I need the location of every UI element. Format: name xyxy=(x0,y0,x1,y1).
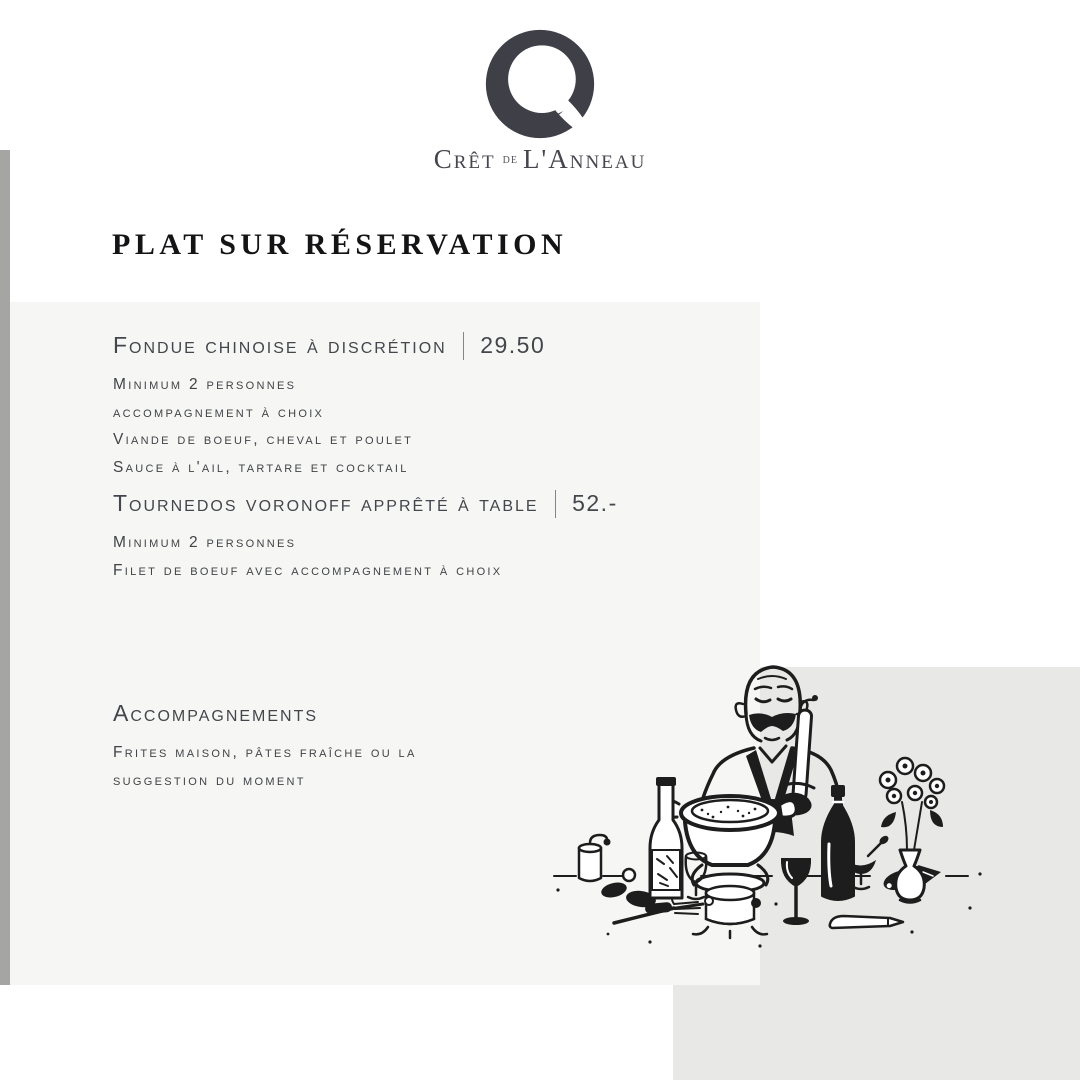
detail-line: Viande de boeuf, cheval et poulet xyxy=(113,431,414,448)
brand-name-mid: de xyxy=(502,152,518,168)
item-details xyxy=(113,371,545,481)
detail-line: Minimum 2 personnes xyxy=(113,534,297,551)
page-title: PLAT SUR RÉSERVATION xyxy=(112,228,568,261)
item-details xyxy=(113,529,618,584)
menu-item-title xyxy=(113,488,618,518)
detail-line: Filet de boeuf avec accompagnement à choix xyxy=(113,561,503,579)
detail-line: Sauce à l'ail, tartare et cocktail xyxy=(113,458,409,476)
brand-name-last: L'Anneau xyxy=(522,144,647,174)
section-title: Accompagnements xyxy=(113,700,319,726)
item-name: Fondue chinoise à discrétion xyxy=(113,332,447,358)
side-strip-decoration xyxy=(0,150,10,985)
item-price: 29.50 xyxy=(480,332,546,358)
item-price: 52.- xyxy=(572,490,618,516)
menu-section-accompagnements xyxy=(113,698,417,794)
price-divider xyxy=(463,332,465,360)
brand-header xyxy=(0,26,1080,175)
menu-item-title xyxy=(113,330,545,360)
item-name: Tournedos voronoff apprêté à table xyxy=(113,490,539,516)
ring-logo-icon xyxy=(481,26,599,142)
menu-item-tournedos xyxy=(113,488,618,584)
detail-line: accompagnement à choix xyxy=(113,403,325,421)
price-divider xyxy=(555,490,557,518)
section-details xyxy=(113,739,417,794)
brand-name xyxy=(0,144,1080,175)
brand-name-first: Crêt xyxy=(433,144,496,174)
detail-line: Frites maison, pâtes fraîche ou la xyxy=(113,744,417,761)
detail-line: suggestion du moment xyxy=(113,771,306,789)
chef-fondue-table-illustration xyxy=(550,652,990,952)
detail-line: Minimum 2 personnes xyxy=(113,376,297,393)
menu-item-fondue xyxy=(113,330,545,481)
